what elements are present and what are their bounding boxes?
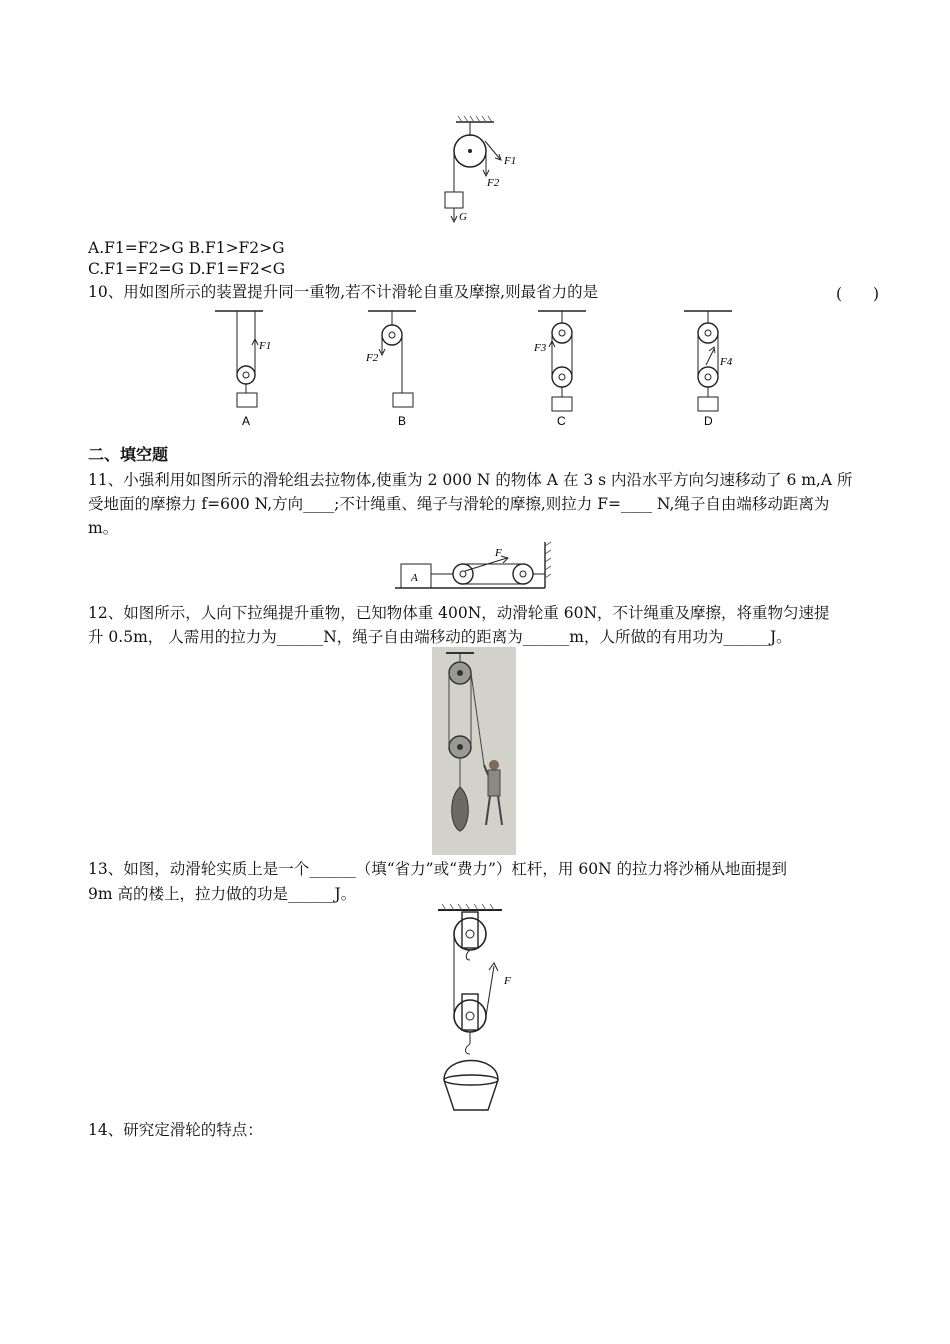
q9-label-g: G <box>459 211 467 223</box>
q9-option-line-2: C.F1=F2=G D.F1=F2<G <box>88 260 286 278</box>
q12-figure <box>432 647 516 855</box>
q13-line-1: 13、如图，动滑轮实质上是一个______（填“省力”或“费力”）杠杆，用 60N 的拉力将沙桶从地面提到 <box>88 860 788 878</box>
q10-stem: 10、用如图所示的装置提升同一重物,若不计滑轮自重及摩擦,则最省力的是 <box>88 283 599 301</box>
q11-line-1: 11、小强利用如图所示的滑轮组去拉物体,使重为 2 000 N 的物体 A 在 3 s 内沿水平方向匀速移动了 6 m,A 所 <box>88 471 853 489</box>
q11-line-2: 受地面的摩擦力 f=600 N,方向____;不计绳重、绳子与滑轮的摩擦,则拉力 F=____ N,绳子自由端移动距离为 <box>88 495 830 513</box>
q10-figure-a <box>215 305 285 430</box>
q13-figure <box>432 904 532 1114</box>
q9-option-line-1: A.F1=F2>G B.F1>F2>G <box>88 239 285 257</box>
q11-label-a: A <box>411 572 418 584</box>
q9-label-f1: F1 <box>504 155 517 167</box>
q12-line-1: 12、如图所示，人向下拉绳提升重物，已知物体重 400N，动滑轮重 60N，不计绳重及摩擦，将重物匀速提 <box>88 604 830 622</box>
q10-answer-paren: ( ) <box>836 285 880 303</box>
q13-label-f: F <box>504 975 511 987</box>
q10-label-f4: F4 <box>720 356 733 368</box>
q10-caption-b: B <box>398 414 407 428</box>
q9-figure <box>436 112 526 228</box>
q10-figure-b <box>360 305 430 430</box>
q10-caption-c: C <box>557 414 566 428</box>
q10-label-f1: F1 <box>259 340 272 352</box>
section-2-heading: 二、填空题 <box>88 445 169 464</box>
q11-line-3: m。 <box>88 519 119 537</box>
q10-label-f3: F3 <box>534 342 547 354</box>
q10-figure-c <box>528 305 598 430</box>
q11-figure <box>395 538 555 594</box>
q11-label-f: F <box>495 547 502 559</box>
q12-line-2: 升 0.5m， 人需用的拉力为______N，绳子自由端移动的距离为______m，人所做的有用功为______J。 <box>88 628 792 646</box>
q9-label-f2: F2 <box>487 177 500 189</box>
q10-caption-a: A <box>242 414 251 428</box>
q13-line-2: 9m 高的楼上，拉力做的功是______J。 <box>88 885 357 903</box>
q10-caption-d: D <box>704 414 713 428</box>
q14-stem: 14、研究定滑轮的特点： <box>88 1121 263 1139</box>
q10-label-f2: F2 <box>366 352 379 364</box>
q10-figure-d <box>676 305 746 430</box>
